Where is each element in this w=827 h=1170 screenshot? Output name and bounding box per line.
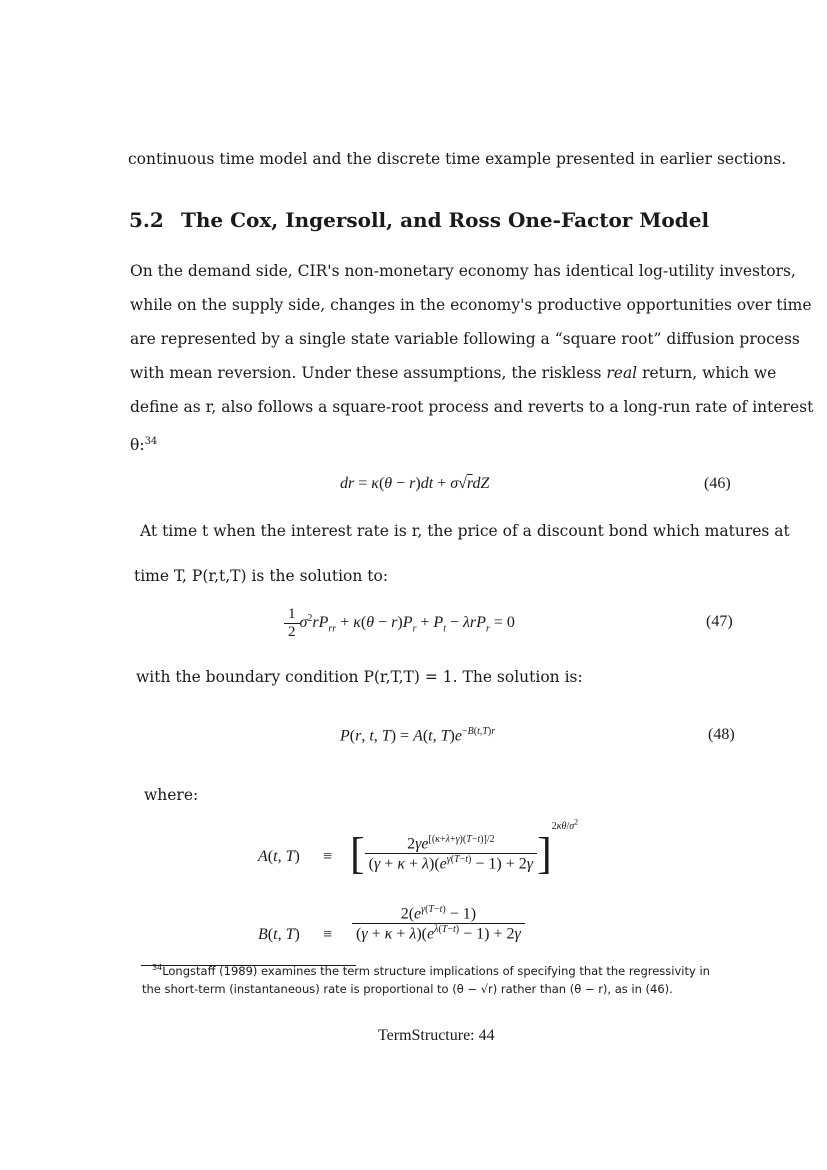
paragraph-line: On the demand side, CIR's non-monetary economy has identical log-utility investors, (130, 262, 796, 280)
continuation-line: continuous time model and the discrete time example presented in earlier sections. (128, 150, 787, 168)
equation-B: B(t, T) (258, 926, 300, 943)
text-run: return, which we (637, 364, 777, 382)
section-number: 5.2 (129, 208, 164, 232)
paragraph-line: At time t when the interest rate is r, the price of a discount bond which matures at (140, 522, 790, 540)
paragraph-line: are represented by a single state variable following a “square root” diffusion process (130, 330, 800, 348)
section-title: The Cox, Ingersoll, and Ross One-Factor Model (181, 208, 710, 232)
paragraph-line (130, 436, 157, 454)
paragraph-line: with the boundary condition P(r,T,T) = 1. The solution is: (136, 668, 583, 686)
section-heading (129, 208, 709, 232)
paragraph-line: time T, P(r,t,T) is the solution to: (134, 567, 389, 585)
emphasis-text: real (606, 364, 638, 382)
footnote-marker: 34 (144, 436, 158, 447)
equation-46: dr = κ(θ − r)dt + σ√rdZ (340, 475, 490, 492)
right-bracket: ] (537, 828, 552, 878)
footnote-marker: 34 (152, 963, 163, 972)
equation-A-rhs: [ $\frac{2\gamma e^{[(\kappa+\lambda+\gamma)(T-t)]/2}}{(\gamma + \kappa + \lambda)(e^{\gamma(T-t)} - 1) + 2\gamma}$ ]$^{2\kappa\theta/\sigma^2}$ (350, 818, 579, 878)
text-run: with mean reversion. Under these assumptions, the riskless (130, 364, 607, 382)
equiv-sign: ≡ (323, 848, 333, 865)
text-run: θ: (130, 436, 145, 455)
text-run: Longstaff (1989) examines the term structure implications of specifying that the regressivity in (162, 963, 710, 978)
equation-B-rhs: $\frac{2(e^{\gamma(T-t)} - 1)}{(\gamma + \kappa + \lambda)(e^{\lambda(T-t)} - 1) + 2\gamma}$ (352, 904, 525, 944)
footnote-line: the short-term (instantaneous) rate is proportional to (θ − √r) rather than (θ − r), as in (46). (142, 982, 673, 996)
equation-48: P(r, t, T) = A(t, $T)e^{-B(t,T)r}$ (340, 726, 496, 745)
where-label: where: (144, 786, 199, 804)
equation-number: (47) (706, 613, 733, 630)
equation-47: $\frac{1}{2}$ $\sigma^2rP_{rr} + \kappa(\theta - r)P_r + P_t - \lambda rP_r = 0$ (284, 606, 515, 641)
equation-A: A(t, T) (258, 848, 300, 865)
equiv-sign: ≡ (323, 926, 333, 943)
paragraph-line: define as r, also follows a square-root process and reverts to a long-run rate of interest (130, 398, 814, 416)
left-bracket: [ (350, 828, 365, 878)
paragraph-line: while on the supply side, changes in the economy's productive opportunities over time (130, 296, 812, 314)
footnote-line (152, 963, 710, 978)
paragraph-line (130, 364, 776, 382)
page-footer: TermStructure: 44 (378, 1027, 495, 1044)
equation-number: (48) (708, 726, 735, 743)
equation-number: (46) (704, 475, 731, 492)
